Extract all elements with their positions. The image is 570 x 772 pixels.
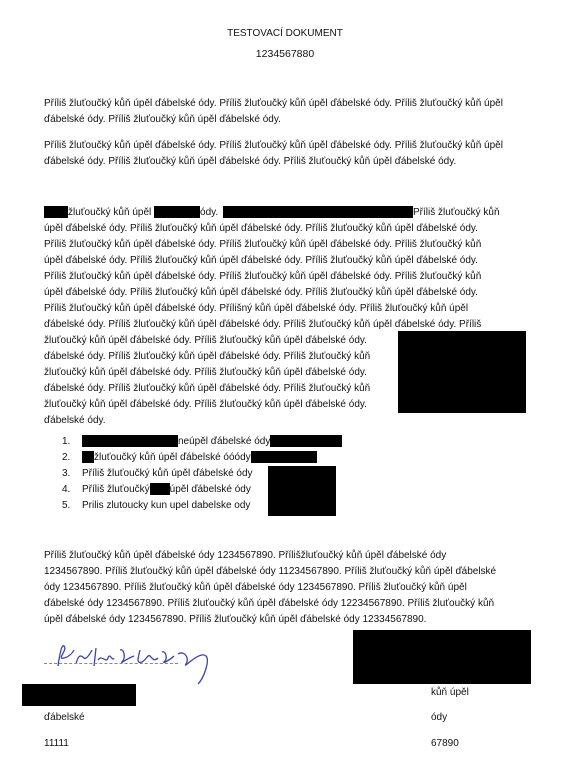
paragraph-1: Příliš žluťoučký kůň úpěl ďábelské ódy. Příliš žluťoučký kůň úpěl ďábelské ódy. Příliš žluťoučký kůň úpěl ďábelské ódy. Příliš žluťoučký kůň úpěl ďábelské ódy. [44,98,503,125]
redaction-block [150,483,170,495]
footer-right-label-2: ódy [431,712,448,723]
paragraph-2: Příliš žluťoučký kůň úpěl ďábelské ódy. Příliš žluťoučký kůň úpěl ďábelské ódy. Příliš žluťoučký kůň úpěl ďábelské ódy. Příliš žluťoučký kůň úpěl ďábelské ódy. Příliš žluťoučký kůň úpěl ďábelské ódy. [44,140,503,167]
document-title: TESTOVACÍ DOKUMENT [227,28,343,39]
p3-fragment: ódy. [200,207,219,218]
redaction-block [44,206,68,218]
text-line: ódy 1234567890. Příliš žluťoučký kůň úpěl ďábelské ódy 1234567890. Příliš žluťoučký kůň úpěl [44,582,467,593]
redaction-block [251,451,317,463]
list-item: 5. Prilis zlutoucky kun upel dabelske ody [62,500,251,511]
document-number: 1234567880 [255,48,315,60]
footer-right-label: kůň úpěl [431,687,469,698]
redaction-block [82,451,94,463]
text-line: ďábelské ódy 1234567890. Příliš žluťoučký kůň úpěl ďábelské ódy 12234567890. Příliš žluťoučký kůň [44,598,495,609]
text-line: úpěl ďábelské ódy. Příliš žluťoučký kůň úpěl ďábelské ódy. Příliš žluťoučký kůň úpěl ďábelské ódy. [44,223,478,234]
text-line: Příliš žluťoučký kůň úpěl ďábelské ódy. Příliš žluťoučký kůň úpěl ďábelské ódy. Příliš žluťoučký kůň [44,271,482,282]
redaction-block [353,630,531,684]
text-line: úpěl ďábelské ódy. Příliš žluťoučký kůň úpěl ďábelské ódy. Příliš žluťoučký kůň úpěl ďábelské ódy. [44,287,478,298]
text-line: ďábelské ódy. Příliš žluťoučký kůň úpěl ďábelské ódy. Příliš žluťoučký kůň úpěl ďábelské ódy. Příliš [44,319,482,330]
list-item: 4. Příliš žluťoučký úpěl ďábelské ódy [62,484,251,495]
redaction-block [223,206,413,218]
text-line: ďábelské ódy. Příliš žluťoučký kůň úpěl ďábelské ódy. Příliš žluťoučký kůň [44,383,371,394]
redaction-block [154,206,200,218]
p3-fragment: žluťoučký kůň úpěl [68,207,152,218]
list-item: 2. žluťoučký kůň úpěl ďábelské óóódy [62,450,342,466]
signature-line [44,663,178,664]
redaction-block [82,435,178,447]
text-line: úpěl ďábelské ódy 1234567890. Příliš žluťoučký kůň úpěl ďábelské ódy 12334567890. [44,614,427,625]
text-line: Příliš žluťoučký kůň úpěl ďábelské ódy. Přílišný kůň úpěl ďábelské ódy. Příliš žluťoučký kůň úpěl [44,303,469,314]
text-line: ďábelské ódy. [44,415,106,426]
footer-left-label: ďábelské [44,712,85,723]
footer-left-number: 11111 [44,738,69,749]
list-item: 3. Příliš žluťoučký kůň úpěl ďábelské ódy [62,468,253,479]
redaction-block [270,435,342,447]
text-line: žluťoučký kůň úpěl ďábelské ódy. Příliš žluťoučký kůň úpěl ďábelské ódy. [44,367,367,378]
footer-right-number: 67890 [431,738,459,749]
text-line: 1234567890. Příliš žluťoučký kůň úpěl ďábelské ódy 11234567890. Příliš žluťoučký kůň úpěl ďábelské [44,566,497,577]
text-line: žluťoučký kůň úpěl ďábelské ódy. Příliš žluťoučký kůň úpěl ďábelské ódy. [44,399,367,410]
redaction-block [398,331,526,413]
paragraph-3-first-line [44,205,500,221]
text-line: Příliš žluťoučký kůň úpěl ďábelské ódy 1234567890. Přílišžluťoučký kůň úpěl ďábelské ódy [44,550,447,561]
text-line: Příliš žluťoučký kůň úpěl ďábelské ódy. Příliš žluťoučký kůň úpěl ďábelské ódy. Příliš žluťoučký kůň [44,239,482,250]
p3-fragment: Příliš žluťoučký kůň [412,207,500,218]
list-item: 1. neúpěl ďábelské ódy [62,434,342,450]
redaction-block [268,466,336,516]
signature-image [50,628,220,688]
text-line: ďábelské ódy. Příliš žluťoučký kůň úpěl ďábelské ódy. Příliš žluťoučký kůň [44,351,371,362]
text-line: žluťoučký kůň úpěl ďábelské ódy. Příliš žluťoučký kůň úpěl ďábelské ódy. [44,335,367,346]
text-line: úpěl ďábelské ódy. Příliš žluťoučký kůň úpěl ďábelské ódy. Příliš žluťoučký kůň úpěl ďábelské ódy. [44,255,478,266]
redaction-block [22,684,136,706]
paragraph-4 [44,548,496,628]
